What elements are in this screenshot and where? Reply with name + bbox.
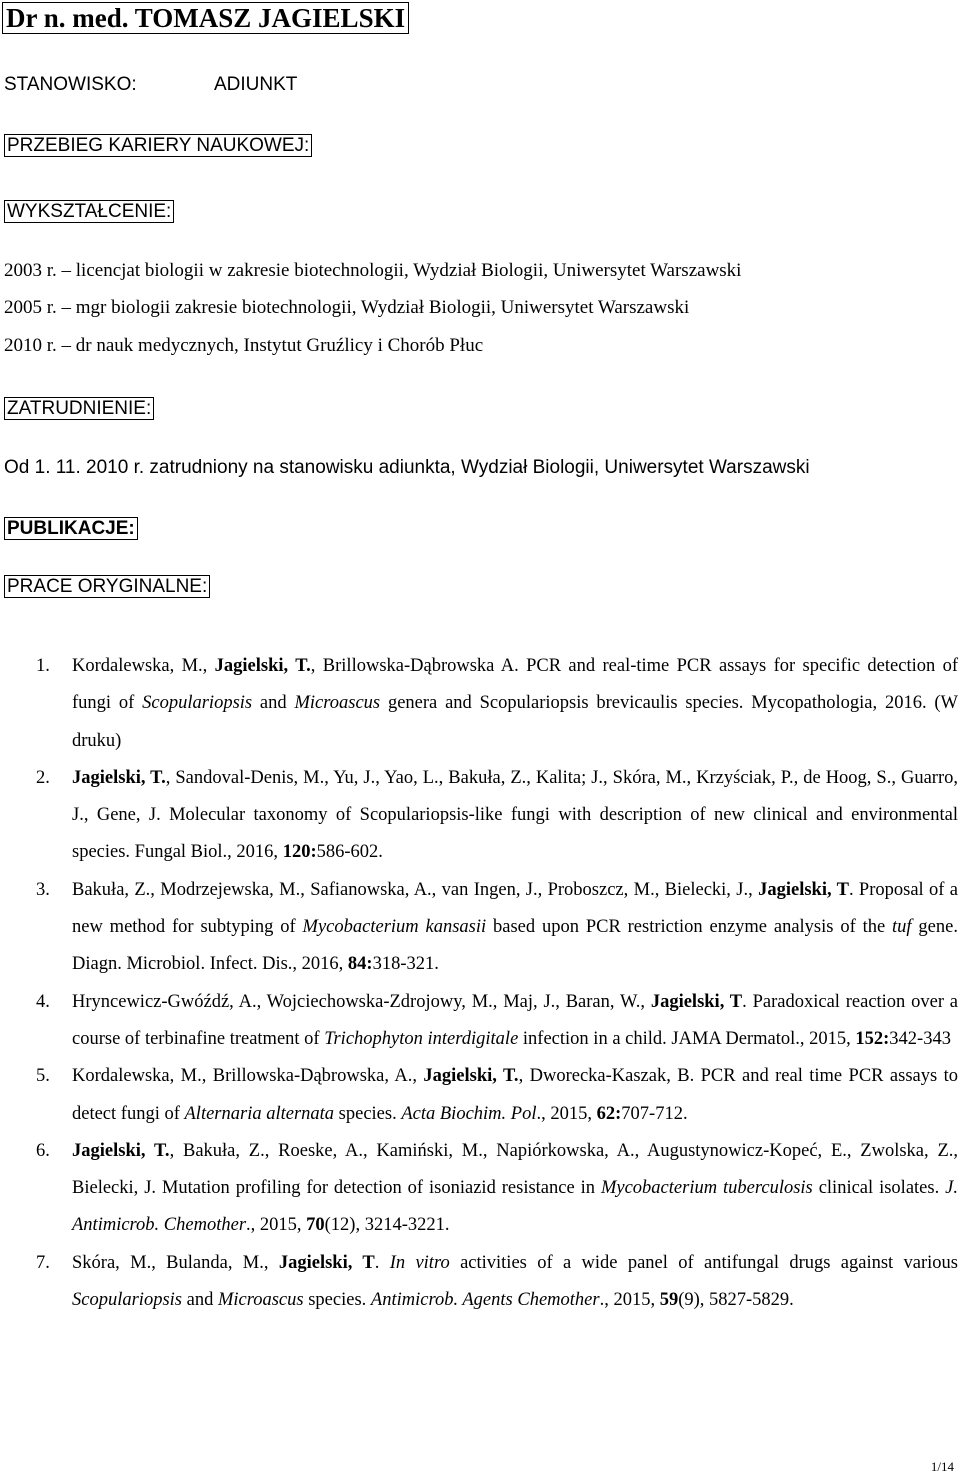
citation-text: ., 2015,	[246, 1215, 307, 1236]
citation-text: gene. Diagn. Microbiol. Infect. Dis., 2016,	[72, 917, 958, 975]
citation-italic-text: Alternaria alternata	[184, 1103, 335, 1124]
citation-text: 586-602.	[316, 842, 383, 863]
citation-bold-text: Jagielski, T.	[72, 1140, 170, 1161]
citation-italic-text: Antimicrob. Agents Chemother	[370, 1290, 600, 1311]
citation-bold-text: Jagielski, T	[758, 879, 849, 900]
publication-item	[0, 984, 958, 1059]
publication-item	[0, 872, 958, 984]
citation-text: genera and Scopulariopsis brevicaulis species. Mycopathologia, 2016. (W druku)	[72, 693, 959, 751]
publication-citation	[72, 1133, 958, 1245]
citation-text: clinical isolates.	[812, 1178, 946, 1199]
publication-item	[0, 1058, 958, 1133]
citation-text: .	[374, 1252, 390, 1273]
publication-citation	[72, 1245, 958, 1320]
document-title: Dr n. med. TOMASZ JAGIELSKI	[2, 2, 409, 34]
citation-text: activities of a wide panel of antifungal drugs against various	[449, 1252, 959, 1273]
citation-italic-text: In vitro	[389, 1252, 450, 1273]
citation-text: . Proposal of a new method for subtyping of	[72, 879, 959, 938]
citation-bold-text: 70	[306, 1215, 325, 1236]
education-item: 2003 r. – licencjat biologii w zakresie biotechnologii, Wydział Biologii, Uniwersytet Warszawski	[4, 260, 742, 281]
position-value: ADIUNKT	[214, 74, 298, 95]
citation-text: and	[181, 1290, 218, 1311]
career-heading: PRZEBIEG KARIERY NAUKOWEJ:	[4, 134, 312, 157]
position-row	[4, 74, 298, 96]
publication-number: 7.	[36, 1252, 50, 1273]
citation-text: Skóra, M., Bulanda, M.,	[72, 1252, 279, 1273]
citation-text: Kordalewska, M., Brillowska-Dąbrowska, A.,	[72, 1066, 424, 1087]
citation-text: species.	[303, 1290, 371, 1311]
citation-text: Hryncewicz-Gwóźdź, A., Wojciechowska-Zdrojowy, M., Maj, J., Baran, W.,	[72, 991, 651, 1012]
citation-bold-text: Jagielski, T.	[72, 767, 166, 788]
publication-number: 4.	[36, 991, 50, 1012]
citation-italic-text: Scopulariopsis	[142, 693, 253, 714]
publication-number: 2.	[36, 767, 50, 788]
citation-text: , Bakuła, Z., Roeske, A., Kamiński, M., Napiórkowska, A., Augustynowicz-Kopeć, E., Zwolska, Z., Bielecki, J. Mutation profiling for detection of isoniazid resistance in	[72, 1140, 958, 1199]
citation-italic-text: Microascus	[294, 693, 381, 714]
original-works-heading-row	[4, 575, 210, 598]
citation-italic-text: Mycobacterium tuberculosis	[600, 1178, 813, 1199]
publication-citation	[72, 984, 958, 1059]
citation-italic-text: Scopulariopsis	[72, 1290, 182, 1311]
citation-text: infection in a child. JAMA Dermatol., 2015,	[518, 1028, 856, 1049]
citation-italic-text: Acta Biochim. Pol	[401, 1103, 537, 1124]
citation-text: , Dworecka-Kaszak, B. PCR and real time PCR assays to detect fungi of	[72, 1066, 958, 1124]
citation-bold-text: 152:	[855, 1028, 890, 1049]
citation-text: Bakuła, Z., Modrzejewska, M., Safianowska, A., van Ingen, J., Proboszcz, M., Bielecki, J.,	[72, 879, 759, 900]
publication-list	[0, 648, 958, 1319]
employment-text: Od 1. 11. 2010 r. zatrudniony na stanowisku adiunkta, Wydział Biologii, Uniwersytet Warszawski	[4, 457, 810, 478]
citation-italic-text: Mycobacterium kansasii	[302, 917, 487, 938]
citation-text: , Brillowska-Dąbrowska A. PCR and real-time PCR assays for specific detection of fungi of	[72, 656, 958, 714]
position-label: STANOWISKO:	[4, 74, 137, 95]
citation-italic-text: Microascus	[217, 1290, 304, 1311]
citation-text: 707-712.	[621, 1103, 688, 1124]
publication-number: 1.	[36, 656, 50, 676]
publication-item	[0, 760, 958, 872]
citation-italic-text: J. Antimicrob. Chemother	[72, 1178, 958, 1236]
citation-bold-text: 120:	[282, 842, 317, 863]
publications-heading: PUBLIKACJE:	[4, 517, 138, 540]
citation-text: ., 2015,	[599, 1290, 660, 1311]
citation-bold-text: Jagielski, T.	[214, 656, 311, 676]
publications-heading-row	[4, 517, 138, 540]
page-number: 1/14	[930, 1459, 954, 1474]
citation-text: 318-321.	[372, 954, 439, 975]
publication-citation	[72, 648, 958, 760]
citation-text: species.	[334, 1103, 402, 1124]
citation-text: based upon PCR restriction enzyme analysis of the	[486, 917, 893, 938]
citation-text: 342-343	[889, 1028, 951, 1049]
education-item: 2005 r. – mgr biologii zakresie biotechnologii, Wydział Biologii, Uniwersytet Warszawski	[4, 297, 690, 318]
publication-number: 5.	[36, 1066, 50, 1087]
citation-bold-text: Jagielski, T	[650, 991, 743, 1012]
publication-item	[0, 1245, 958, 1320]
citation-bold-text: 84:	[347, 954, 373, 975]
citation-bold-text: 62:	[596, 1103, 622, 1124]
citation-bold-text: Jagielski, T	[278, 1252, 375, 1273]
publication-item	[0, 1133, 958, 1245]
education-item: 2010 r. – dr nauk medycznych, Instytut Gruźlicy i Chorób Płuc	[4, 335, 484, 356]
education-heading-row	[4, 200, 174, 223]
publication-citation	[72, 872, 958, 984]
original-works-heading: PRACE ORYGINALNE:	[4, 575, 210, 598]
citation-bold-text: Jagielski, T.	[423, 1066, 519, 1087]
citation-text: , Sandoval-Denis, M., Yu, J., Yao, L., Bakuła, Z., Kalita; J., Skóra, M., Krzyściak, P., de Hoog, S., Guarro, J., Gene, J. Molecular taxonomy of Scopulariopsis-like fungi with description of new clinical and environmental species. Fungal Biol., 2016,	[72, 767, 958, 863]
citation-text: . Paradoxical reaction over a course of terbinafine treatment of	[72, 991, 959, 1049]
citation-text: Kordalewska, M.,	[72, 656, 215, 676]
publication-item	[0, 648, 958, 760]
education-heading: WYKSZTAŁCENIE:	[4, 200, 174, 223]
career-heading-row	[4, 134, 312, 157]
employment-heading-row	[4, 397, 154, 420]
publication-number: 6.	[36, 1140, 50, 1161]
publication-number: 3.	[36, 879, 50, 900]
citation-italic-text: Trichophyton interdigitale	[324, 1028, 519, 1049]
citation-bold-text: 59	[659, 1290, 679, 1311]
citation-text: and	[252, 693, 295, 714]
citation-text: (9), 5827-5829.	[678, 1290, 794, 1311]
citation-text: ., 2015,	[536, 1103, 597, 1124]
publication-citation	[72, 760, 958, 872]
employment-heading: ZATRUDNIENIE:	[4, 397, 154, 420]
publication-citation	[72, 1058, 958, 1133]
citation-text: (12), 3214-3221.	[324, 1215, 450, 1236]
citation-italic-text: tuf	[892, 917, 912, 938]
